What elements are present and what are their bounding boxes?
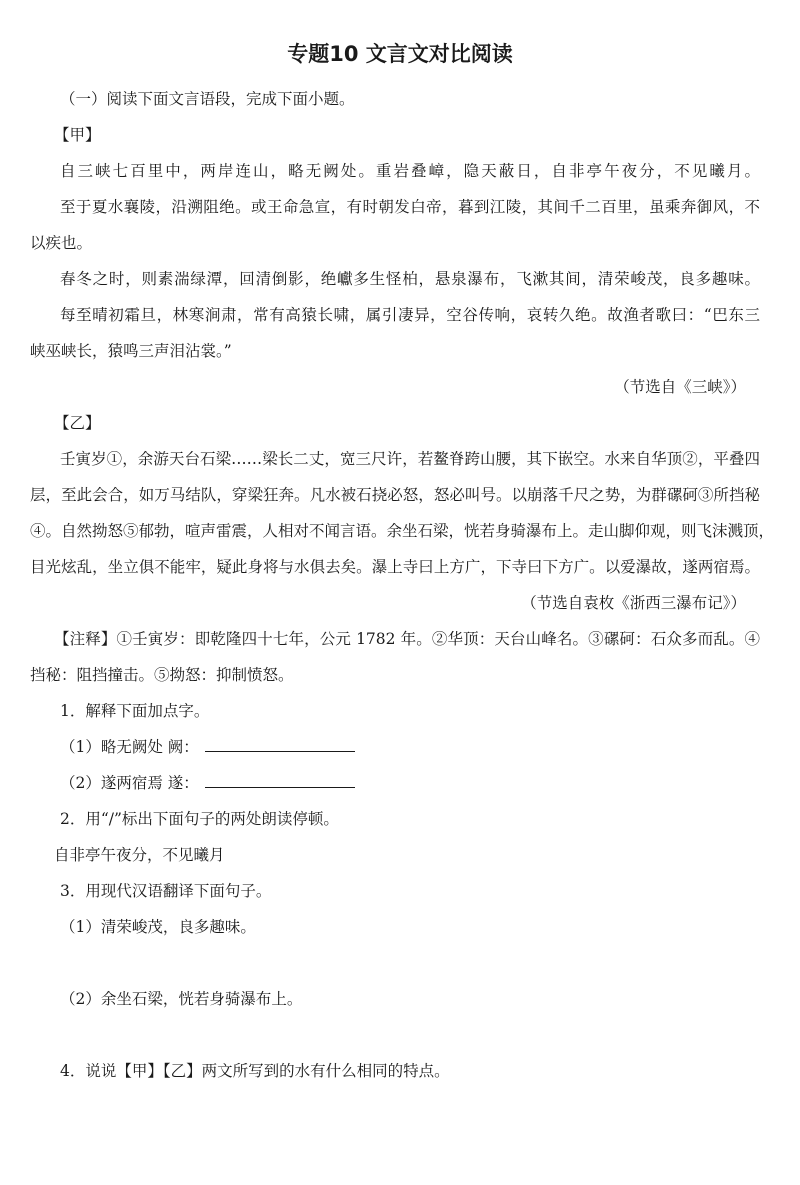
page-title: 专题10 文言文对比阅读 [287,42,513,66]
question-3-1: （1）清荣峻茂，良多趣味。 [60,918,256,936]
notes-line: 挡秘：阻挡撞击。⑤拗怒：抑制愤怒。 [30,666,294,684]
yi-line: 壬寅岁①，余游天台石梁……梁长二丈，宽三尺许，若鳌脊跨山腰，其下嵌空。水来自华顶②，平叠四 [60,450,760,468]
yi-line: 目光炫乱，坐立俱不能牢，疑此身将与水俱去矣。瀑上寺曰上方广，下寺曰下方广。以爱瀑故，遂两宿焉。 [30,558,760,576]
question-1-1-text: （1）略无阙处 阙： [60,738,199,756]
yi-line: 层，至此会合，如万马结队，穿梁狂奔。凡水被石挠必怒，怒必叫号。以崩落千尺之势，为群磥砢③所挡秘 [30,486,760,504]
jia-line: 至于夏水襄陵，沿溯阻绝。或王命急宣，有时朝发白帝，暮到江陵，其间千二百里，虽乘奔御风，不 [60,198,760,216]
jia-source: （节选自《三峡》） [614,378,746,396]
answer-blank[interactable] [205,736,355,752]
jia-line: 自三峡七百里中，两岸连山，略无阙处。重岩叠嶂，隐天蔽日，自非亭午夜分，不见曦月。 [60,162,760,180]
instruction: （一）阅读下面文言语段，完成下面小题。 [60,90,355,108]
jia-line: 每至晴初霜旦，林寒涧肃，常有高猿长啸，属引凄异，空谷传响，哀转久绝。故渔者歌曰：“巴东三 [60,306,760,324]
jia-label: 【甲】 [54,126,101,144]
question-4: 4．说说【甲】【乙】两文所写到的水有什么相同的特点。 [60,1062,450,1080]
jia-line: 峡巫峡长，猿鸣三声泪沾裳。” [30,342,232,360]
question-3-2: （2）余坐石梁，恍若身骑瀑布上。 [60,990,303,1008]
question-1: 1．解释下面加点字。 [60,702,210,720]
yi-label: 【乙】 [54,414,101,432]
jia-line: 以疾也。 [30,234,93,252]
question-1-2-text: （2）遂两宿焉 遂： [60,774,199,792]
notes-line: 【注释】①壬寅岁：即乾隆四十七年，公元 1782 年。②华顶：天台山峰名。③磥砢：石众多而乱。④ [54,630,760,648]
jia-line: 春冬之时，则素湍绿潭，回清倒影，绝巘多生怪柏，悬泉瀑布，飞漱其间，清荣峻茂，良多趣味。 [60,270,760,288]
yi-line: ④。自然拗怒⑤郁勃，喧声雷震，人相对不闻言语。余坐石梁，恍若身骑瀑布上。走山脚仰观，则飞沫溅顶， [30,522,775,540]
question-1-1 [60,736,355,758]
yi-source: （节选自袁枚《浙西三瀑布记》） [521,594,746,612]
question-2: 2．用“/”标出下面句子的两处朗读停顿。 [60,810,339,828]
question-3: 3．用现代汉语翻译下面句子。 [60,882,272,900]
answer-blank[interactable] [205,772,355,788]
question-1-2 [60,772,355,794]
question-2-sentence: 自非亭午夜分，不见曦月 [54,846,225,864]
